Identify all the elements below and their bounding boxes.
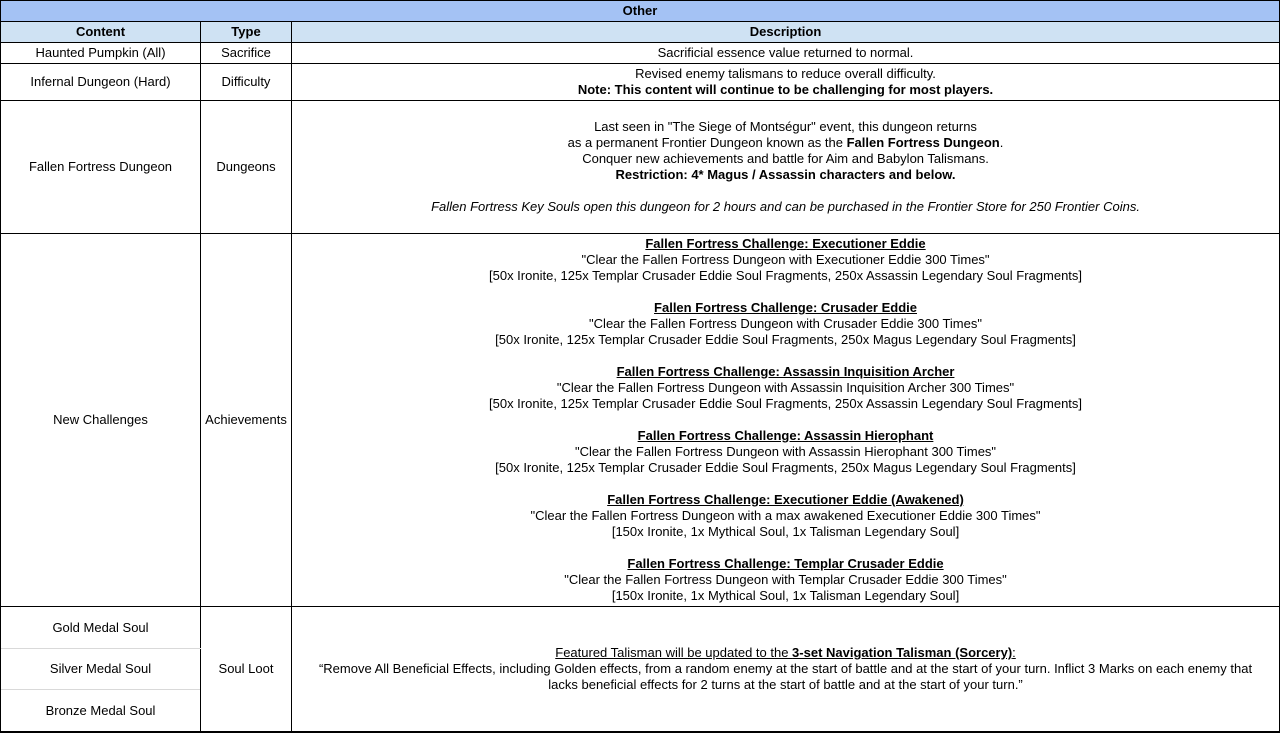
table-row-gold-medal-soul <box>1 607 1280 649</box>
column-header-type: Type <box>201 22 292 43</box>
content-cell: New Challenges <box>1 234 201 607</box>
description-line: Conquer new achievements and battle for Aim and Babylon Talismans. <box>582 151 989 166</box>
description-text: . <box>999 135 1004 150</box>
challenge-title: Fallen Fortress Challenge: Crusader Eddie <box>654 300 917 315</box>
section-title: Other <box>1 1 1280 22</box>
spacer <box>296 476 1275 492</box>
difficulty-note: Note: This content will continue to be challenging for most players. <box>577 82 994 97</box>
challenge-requirement: "Clear the Fallen Fortress Dungeon with Templar Crusader Eddie 300 Times" <box>564 572 1007 587</box>
content-cell: Infernal Dungeon (Hard) <box>1 64 201 101</box>
description-line: Last seen in "The Siege of Montségur" event, this dungeon returns <box>594 119 977 134</box>
restriction-text: Restriction: 4* Magus / Assassin characters and below. <box>615 167 956 182</box>
challenge-requirement: "Clear the Fallen Fortress Dungeon with Executioner Eddie 300 Times" <box>581 252 990 267</box>
spacer <box>296 284 1275 300</box>
challenge-requirement: "Clear the Fallen Fortress Dungeon with Assassin Inquisition Archer 300 Times" <box>556 380 1015 395</box>
challenge-requirement: "Clear the Fallen Fortress Dungeon with a max awakened Executioner Eddie 300 Times" <box>530 508 1041 523</box>
spacer <box>296 412 1275 428</box>
column-header-description: Description <box>292 22 1280 43</box>
table-row-new-challenges <box>1 234 1280 607</box>
challenge-title: Fallen Fortress Challenge: Assassin Inquisition Archer <box>616 364 955 379</box>
challenge-requirement: "Clear the Fallen Fortress Dungeon with Crusader Eddie 300 Times" <box>589 316 982 331</box>
content-cell: Bronze Medal Soul <box>1 690 201 732</box>
challenge-title: Fallen Fortress Challenge: Templar Crusader Eddie <box>627 556 944 571</box>
spacer <box>296 348 1275 364</box>
section-title-row <box>1 1 1280 22</box>
challenge-reward: [50x Ironite, 125x Templar Crusader Eddie Soul Fragments, 250x Magus Legendary Soul Fragments] <box>495 332 1076 347</box>
type-cell: Sacrifice <box>201 43 292 64</box>
content-cell: Fallen Fortress Dungeon <box>1 101 201 234</box>
description-cell <box>292 234 1280 607</box>
content-cell: Silver Medal Soul <box>1 649 201 690</box>
challenge-reward: [50x Ironite, 125x Templar Crusader Eddie Soul Fragments, 250x Assassin Legendary Soul Fragments] <box>489 268 1083 283</box>
challenge-reward: [150x Ironite, 1x Mythical Soul, 1x Talisman Legendary Soul] <box>611 588 960 603</box>
description-text: as a permanent Frontier Dungeon known as the <box>567 135 847 150</box>
type-cell: Achievements <box>201 234 292 607</box>
content-cell: Gold Medal Soul <box>1 607 201 649</box>
spacer <box>296 183 1275 199</box>
talisman-effect: “Remove All Beneficial Effects, including Golden effects, from a random enemy at the start of battle and at the start of your turn. Inflict 3 Marks on each enemy that lacks beneficial effects for 2 turns at the start of battle and at the start of your turn.” <box>318 661 1253 692</box>
challenge-title: Fallen Fortress Challenge: Assassin Hierophant <box>637 428 934 443</box>
table-row-fallen-fortress <box>1 101 1280 234</box>
challenge-requirement: "Clear the Fallen Fortress Dungeon with Assassin Hierophant 300 Times" <box>574 444 997 459</box>
content-cell: Haunted Pumpkin (All) <box>1 43 201 64</box>
challenge-title: Fallen Fortress Challenge: Executioner Eddie (Awakened) <box>607 492 964 507</box>
table-row-infernal-dungeon <box>1 64 1280 101</box>
column-header-content: Content <box>1 22 201 43</box>
description-text: : <box>1012 645 1016 660</box>
challenge-reward: [150x Ironite, 1x Mythical Soul, 1x Talisman Legendary Soul] <box>611 524 960 539</box>
key-souls-note: Fallen Fortress Key Souls open this dungeon for 2 hours and can be purchased in the Frontier Store for 250 Frontier Coins. <box>431 199 1140 214</box>
type-cell: Soul Loot <box>201 607 292 732</box>
table-row-haunted-pumpkin <box>1 43 1280 64</box>
talisman-name: 3-set Navigation Talisman (Sorcery) <box>792 645 1013 660</box>
type-cell: Difficulty <box>201 64 292 101</box>
description-cell: Sacrificial essence value returned to normal. <box>292 43 1280 64</box>
featured-talisman-line <box>304 645 1267 661</box>
dungeon-name: Fallen Fortress Dungeon <box>846 135 1000 150</box>
description-text: Featured Talisman will be updated to the <box>555 645 793 660</box>
description-cell <box>292 64 1280 101</box>
spacer <box>296 540 1275 556</box>
challenge-reward: [50x Ironite, 125x Templar Crusader Eddie Soul Fragments, 250x Assassin Legendary Soul Fragments] <box>489 396 1083 411</box>
column-header-row <box>1 22 1280 43</box>
description-line: Revised enemy talismans to reduce overall difficulty. <box>635 66 936 81</box>
description-line <box>296 135 1275 151</box>
challenge-reward: [50x Ironite, 125x Templar Crusader Eddie Soul Fragments, 250x Magus Legendary Soul Fragments] <box>495 460 1076 475</box>
description-cell <box>292 101 1280 234</box>
challenge-title: Fallen Fortress Challenge: Executioner Eddie <box>645 236 926 251</box>
type-cell: Dungeons <box>201 101 292 234</box>
description-cell <box>292 607 1280 732</box>
